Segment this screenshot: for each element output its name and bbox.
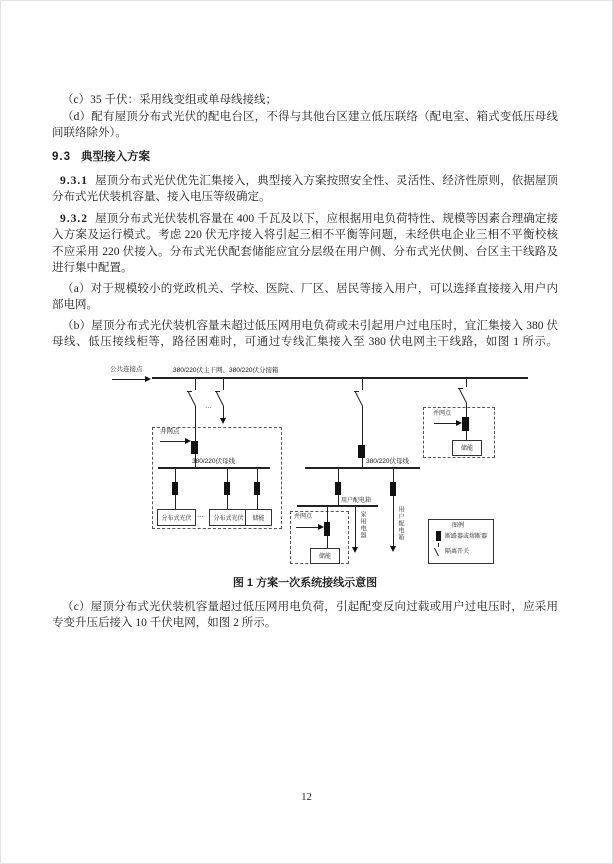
legend-switch-line [438,543,439,547]
breaker-symbol [254,482,260,495]
clause-number: 9.3.1 [60,174,88,187]
figure-1-diagram [100,366,540,571]
section-header [52,149,558,166]
breaker-symbol [172,482,178,495]
branch-line [327,536,328,548]
branch-line [393,469,394,482]
ellipsis-label: … [197,511,204,519]
text-line: （c）35 千伏：采用线变组或单母线接线； [62,94,277,106]
legend-breaker-icon [436,531,441,541]
trunk-busbar-line [152,377,528,379]
feeder-line [223,406,224,418]
breaker-symbol [462,417,469,431]
trunk-label: 380/220伏主干网、380/220伏分接箱 [173,366,279,374]
user-dist-box-feeder-label: 用户配电箱 [397,505,403,541]
paragraph-c-35kv [52,92,558,109]
page-number: 12 [301,792,312,803]
grid-point-label: 并网点 [294,513,313,520]
disconnector-switch-icon [459,388,467,403]
text-line [52,211,558,228]
pcc-label: 公共连接点 [110,365,143,373]
clause-number: 9.3.2 [60,212,88,225]
branch-line [175,495,176,509]
feeder-arrowhead-icon [220,418,226,424]
branch-line [257,495,258,509]
paragraph-9-3-2 [52,211,558,277]
section-title: 典型接入方案 [81,150,150,163]
paragraph-c-10kv [52,599,558,632]
pcc-arrowhead-icon [145,376,151,382]
branch-line [227,469,228,482]
feeder-line [362,377,363,390]
clause-text: 屋顶分布式光伏优先汇集接入，典型接入方案按照安全性、灵活性、经济性原则，依据屋顶 [95,174,558,187]
page-content [52,88,558,632]
legend-switch-label: 隔离开关 [445,548,470,555]
paragraph-a [52,281,558,314]
lv-busbar-label: 380/220伏母线 [192,457,235,465]
feeder-line [223,377,224,390]
breaker-symbol [324,522,330,536]
pv-unit-box: 分布式光伏 [157,509,196,526]
feeder-line [466,377,467,387]
text-line: 专变升压后接入 10 千伏电网，如图 2 所示。 [52,617,277,629]
text-line: 分布式光伏装机容量、接入电压等级确定。 [52,191,271,203]
grid-point-arrow-line [434,423,456,424]
text-line [52,173,558,190]
text-line: （a）对于规模较小的党政机关、学校、医院、厂区、居民等接入用户，可以选择直接接入用户内 [62,282,558,295]
branch-line [175,469,176,482]
figure-1-caption: 图 1 方案一次系统接线示意图 [232,576,378,589]
text-line: 母线、低压接线柜等，路径困难时，可通过专线汇集接入至 380 伏电网主干线路，如图 1 所示。 [52,336,558,348]
grid-point-label: 并网点 [160,427,180,435]
text-line: 不应采用 220 伏接入。分布式光伏配套储能应宜分层级在用户侧、分布式光伏侧、台区主干线路及 [52,245,558,258]
disconnector-switch-icon [188,391,196,406]
household-load-label: 家用电器 [359,510,365,539]
storage-box: 储能 [310,548,340,564]
branch-line [227,495,228,509]
paragraph-b [52,318,558,351]
disconnector-switch-icon [216,391,224,406]
text-line: （d）配有屋顶分布式光伏的配电台区，不得与其他台区建立低压联络（配电室、箱式变低压母线 [62,110,558,123]
breaker-symbol [224,482,230,495]
user-busbar-line [297,505,378,507]
lv-busbar-label: 380/220伏母线 [366,457,409,465]
figure-1 [52,366,558,590]
text-line: 入方案及运行模式。考虑 220 伏无序接入将引起三相不平衡等问题，未经供电企业三相不平衡校核 [52,229,558,241]
feeder-line [362,406,363,445]
grid-point-label: 并网点 [433,410,452,417]
load-arrowhead-icon [390,546,396,552]
load-line [355,507,356,547]
section-number: 9.3 [52,150,71,163]
grid-point-arrow-line [296,527,318,528]
text-line: （c）屋顶分布式光伏装机容量超过低压网用电负荷，引起配变反向过载或用户过电压时，应采用 [62,600,558,613]
user-dist-box-label: 用户配电箱 [341,497,372,504]
storage-box: 储能 [452,440,482,456]
breaker-symbol [335,482,341,495]
text-line: （b）屋顶分布式光伏装机容量未超过低压网用电负荷或未引起用户过电压时，宜汇集接入 380 伏 [62,319,558,332]
branch-line [338,495,339,505]
branch-line [466,431,467,440]
pcc-arrow-line [112,379,145,380]
legend-breaker-label: 断路器或熔断器 [445,533,488,540]
load-arrowhead-icon [352,547,358,553]
paragraph-9-3-1 [52,173,558,206]
feeder-line [195,377,196,390]
text-line: 间联络除外）。 [52,127,127,139]
pv-unit-box: 分布式光伏 [209,509,248,526]
feeder-line [362,458,363,467]
branch-line [257,469,258,482]
text-line: 进行集中配置。 [52,262,133,274]
storage-box: 储能 [245,509,272,526]
disconnector-switch-icon [355,391,363,406]
ellipsis-label: … [205,402,212,410]
breaker-symbol [390,482,396,496]
branch-line [338,469,339,482]
legend-title: 图例 [452,522,465,529]
paragraph-d [52,109,558,142]
breaker-symbol [358,445,365,458]
clause-text: 屋顶分布式光伏装机容量在 400 千瓦及以下，应根据用电负荷特性、规模等因素合理确定接 [95,212,558,225]
lv-busbar-line [305,467,420,469]
branch-line [327,507,328,522]
text-line: 部电网。 [52,299,98,311]
load-line [393,496,394,546]
